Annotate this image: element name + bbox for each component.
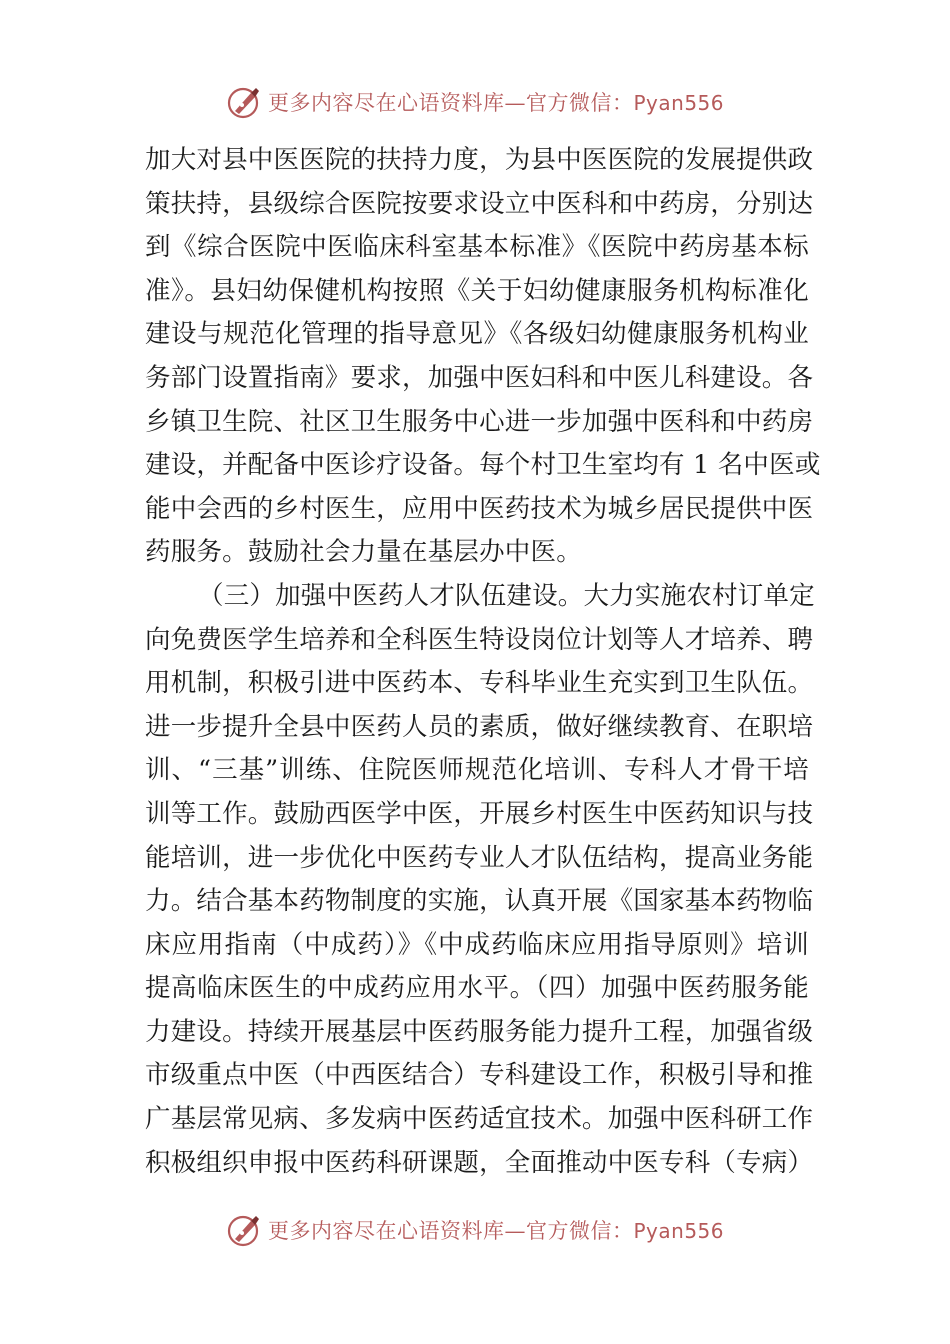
wechat-handle: Pyan556 [633,91,724,115]
text-line: 用机制，积极引进中医药本、专科毕业生充实到卫生队伍。 [145,668,814,699]
pen-nib-logo-icon [226,84,262,120]
text-line: 务部门设置指南》要求，加强中医妇科和中医儿科建设。各 [145,362,814,393]
header-banner [0,82,950,122]
text-line: 乡镇卫生院、社区卫生服务中心进一步加强中医科和中药房 [145,406,814,437]
wechat-handle: Pyan556 [633,1219,724,1243]
text-line: 力。结合基本药物制度的实施，认真开展《国家基本药物临 [145,886,814,917]
text-line: 训、“三基”训练、住院医师规范化培训、专科人才骨干培 [145,755,809,786]
text-line: 力建设。持续开展基层中医药服务能力提升工程，加强省级 [145,1016,814,1047]
text-line: 能培训，进一步优化中医药专业人才队伍结构，提高业务能 [145,842,814,873]
text-line: 积极组织申报中医药科研课题，全面推动中医专科（专病） [145,1147,814,1178]
footer-banner [0,1210,950,1250]
text-line: 建设，并配备中医诊疗设备。每个村卫生室均有 1 名中医或 [145,450,821,481]
text-line: 建设与规范化管理的指导意见》《各级妇幼健康服务机构业 [145,319,809,350]
text-line: 向免费医学生培养和全科医生特设岗位计划等人才培养、聘 [145,624,814,655]
text-line: 市级重点中医（中西医结合）专科建设工作，积极引导和推 [145,1060,814,1091]
banner-text: 更多内容尽在心语资料库—官方微信：Pyan556 [267,1219,724,1243]
text-line: 药服务。鼓励社会力量在基层办中医。 [145,537,582,568]
text-line: 到《综合医院中医临床科室基本标准》《医院中药房基本标 [145,232,809,263]
banner-text: 更多内容尽在心语资料库—官方微信：Pyan556 [267,91,724,115]
text-line: 床应用指南（中成药）》《中成药临床应用指导原则》培训 [145,929,809,960]
text-line: 训等工作。鼓励西医学中医，开展乡村医生中医药知识与技 [145,798,814,829]
text-line: （三）加强中医药人才队伍建设。大力实施农村订单定 [198,580,815,611]
text-line: 策扶持，县级综合医院按要求设立中医科和中药房，分别达 [145,188,814,219]
text-line: 广基层常见病、多发病中医药适宜技术。加强中医科研工作 [145,1104,814,1135]
pen-nib-logo-icon [226,1212,262,1248]
text-line: 进一步提升全县中医药人员的素质，做好继续教育、在职培 [145,711,814,742]
text-line: 准》。县妇幼保健机构按照《关于妇幼健康服务机构标准化 [145,275,809,306]
text-line: 能中会西的乡村医生，应用中医药技术为城乡居民提供中医 [145,493,814,524]
document-body [145,139,821,1185]
text-line: 提高临床医生的中成药应用水平。（四）加强中医药服务能 [145,973,809,1004]
text-line: 加大对县中医医院的扶持力度，为县中医医院的发展提供政 [145,145,814,175]
